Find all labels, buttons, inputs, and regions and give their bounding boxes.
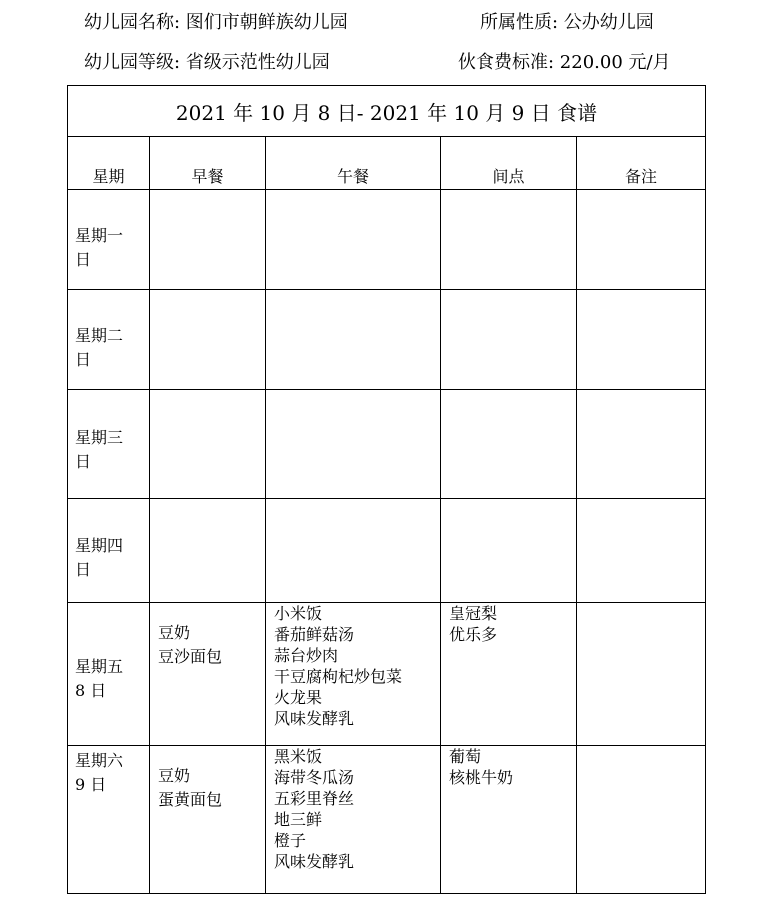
date-label: 9 日 <box>75 775 107 794</box>
breakfast-cell <box>150 499 266 603</box>
menu-item: 风味发酵乳 <box>274 852 355 871</box>
lunch-cell <box>266 390 441 499</box>
column-header-breakfast: 早餐 <box>150 137 266 190</box>
table-row <box>68 390 706 499</box>
table-row <box>68 290 706 390</box>
menu-item: 黑米饭 <box>274 747 323 766</box>
menu-item: 海带冬瓜汤 <box>274 768 355 787</box>
menu-item: 蒜台炒肉 <box>274 646 339 665</box>
menu-item: 番茄鲜菇汤 <box>274 625 355 644</box>
snack-cell <box>441 746 577 894</box>
lunch-cell <box>266 290 441 390</box>
kindergarten-level: 幼儿园等级: 省级示范性幼儿园 <box>84 52 330 73</box>
kindergarten-type: 所属性质: 公办幼儿园 <box>480 12 654 33</box>
table-row <box>68 603 706 746</box>
note-cell <box>577 746 706 894</box>
menu-item: 五彩里脊丝 <box>274 789 355 808</box>
lunch-cell <box>266 190 441 290</box>
table-row <box>68 746 706 894</box>
day-cell <box>68 390 150 499</box>
day-cell <box>68 190 150 290</box>
note-cell <box>577 603 706 746</box>
column-header-snack: 间点 <box>441 137 577 190</box>
menu-item: 蛋黄面包 <box>158 790 223 809</box>
day-cell <box>68 603 150 746</box>
snack-cell <box>441 603 577 746</box>
column-header-day: 星期 <box>68 137 150 190</box>
column-header-note: 备注 <box>577 137 706 190</box>
menu-title: 2021 年 10 月 8 日- 2021 年 10 月 9 日 食谱 <box>68 86 706 137</box>
menu-item: 橙子 <box>274 831 307 850</box>
header-row <box>68 137 706 190</box>
snack-cell <box>441 390 577 499</box>
note-cell <box>577 499 706 603</box>
breakfast-cell <box>150 390 266 499</box>
menu-item: 豆沙面包 <box>158 647 223 666</box>
weekday-label: 星期三 <box>75 428 124 447</box>
day-cell <box>68 746 150 894</box>
breakfast-cell <box>150 190 266 290</box>
lunch-cell <box>266 746 441 894</box>
date-label: 日 <box>75 349 92 369</box>
breakfast-cell <box>150 746 266 894</box>
date-label: 日 <box>75 452 92 471</box>
day-cell <box>68 499 150 603</box>
menu-item: 优乐多 <box>449 625 498 644</box>
menu-item: 豆奶 <box>158 623 191 642</box>
date-label: 日 <box>75 559 92 579</box>
date-label: 日 <box>75 249 92 269</box>
day-cell <box>68 290 150 390</box>
weekday-label: 星期六 <box>75 751 124 770</box>
menu-table <box>67 85 706 894</box>
menu-item: 火龙果 <box>274 688 323 707</box>
lunch-cell <box>266 603 441 746</box>
kindergarten-name: 幼儿园名称: 图们市朝鲜族幼儿园 <box>84 12 348 33</box>
weekday-label: 星期四 <box>75 535 124 555</box>
weekday-label: 星期五 <box>75 657 124 676</box>
note-cell <box>577 390 706 499</box>
menu-item: 豆奶 <box>158 766 191 785</box>
lunch-cell <box>266 499 441 603</box>
column-header-lunch: 午餐 <box>266 137 441 190</box>
weekday-label: 星期二 <box>75 325 124 345</box>
snack-cell <box>441 290 577 390</box>
note-cell <box>577 190 706 290</box>
table-row <box>68 499 706 603</box>
weekday-label: 星期一 <box>75 225 124 245</box>
date-label: 8 日 <box>75 681 107 700</box>
breakfast-cell <box>150 290 266 390</box>
menu-item: 皇冠梨 <box>449 604 498 623</box>
menu-item: 干豆腐枸杞炒包菜 <box>274 667 403 686</box>
meal-fee-standard: 伙食费标准: 220.00 元/月 <box>458 52 671 73</box>
snack-cell <box>441 190 577 290</box>
menu-item: 核桃牛奶 <box>449 768 514 787</box>
breakfast-cell <box>150 603 266 746</box>
menu-item: 葡萄 <box>449 747 482 766</box>
menu-item: 风味发酵乳 <box>274 709 355 728</box>
snack-cell <box>441 499 577 603</box>
menu-item: 小米饭 <box>274 604 323 623</box>
table-row <box>68 190 706 290</box>
note-cell <box>577 290 706 390</box>
menu-item: 地三鲜 <box>274 810 323 829</box>
